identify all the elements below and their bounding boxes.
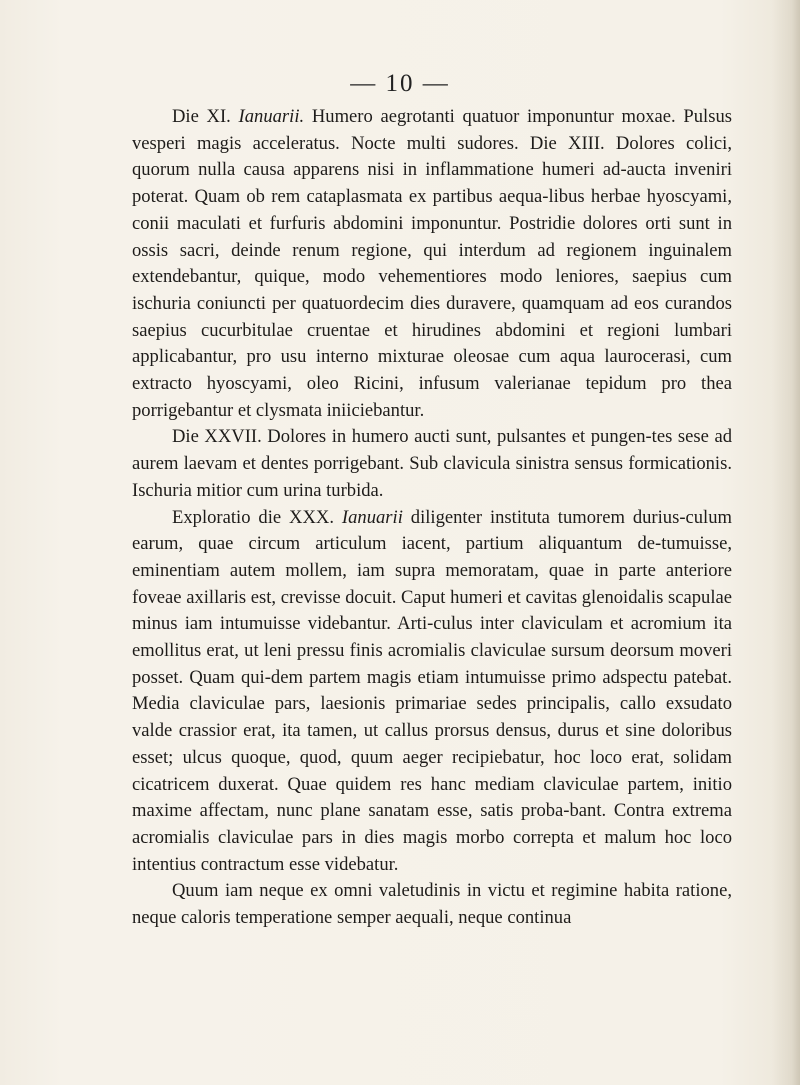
paragraph-3-italic: Ianuarii [341,506,403,528]
paragraph-4 [132,878,732,931]
paragraph-4-text: Quum iam neque ex omni valetudinis in victu et regimine habita ratione, neque caloris temperatione semper aequali, neque continua [132,880,732,929]
body-text [132,104,732,932]
paragraph-3-text: diligenter instituta tumorem durius-culum earum, quae circum articulum iacent, partium aliquantum de-tumuisse, eminentiam autem mollem, iam supra memoratam, quae in parte anteriore foveae axillaris est, crevisse docuit. Caput humeri et cavitas glenoidalis scapulae minus iam intumuisse videbantur. Arti-culus inter claviculam et acromium ita emollitus erat, ut leni pressu finis acromialis claviculae sursum deorsum moveri posset. Quam qui-dem partem magis etiam intumuisse primo adspectu patebat. Media claviculae pars, laesionis primariae sedes principalis, callo exsudato valde crassior erat, ita tamen, ut callus prorsus densus, durus et sine doloribus esset; ulcus quoque, quod, quum aeger recipiebatur, hoc loco erat, solidam cicatricem duxerat. Quae quidem res hanc mediam claviculae partem, initio maxime affectam, nunc plane sanatam esse, satis proba-bant. Contra extrema acromialis claviculae pars in dies magis morbo correpta et malum hoc loco intentius contractum esse videbatur. [132,506,732,875]
paragraph-1-italic: Ianuarii. [238,106,305,127]
page-edge-shadow [772,0,800,1085]
paragraph-1 [132,104,732,424]
paragraph-3-prefix: Exploratio die XXX. [172,506,342,528]
page-number: — 10 — [350,70,450,97]
paragraph-2-text: Die XXVII. Dolores in humero aucti sunt, pulsantes et pungen-tes sese ad aurem laevam et dentes porrigebant. Sub clavicula sinistra sensus formicationis. Ischuria mitior cum urina turbida. [132,426,732,501]
paragraph-2 [132,424,732,504]
paragraph-3 [132,505,732,879]
paragraph-1-prefix: Die XI. [172,106,239,127]
paragraph-1-text: Humero aegrotanti quatuor imponuntur moxae. Pulsus vesperi magis acceleratus. Nocte multi sudores. Die XIII. Dolores colici, quorum nulla causa apparens nisi in inflammatione humeri ad-aucta inveniri poterat. Quam ob rem cataplasmata ex partibus aequa-libus herbae hyoscyami, conii maculati et furfuris abdomini imponuntur. Postridie dolores orti sunt in ossis sacri, deinde renum regione, qui interdum ad regionem inguinalem extendebantur, quique, modo vehementiores modo leniores, saepius cum ischuria coniuncti per quatuordecim dies duravere, quamquam ad eos curandos saepius cucurbitulae cruentae et hirudines abdomini et regioni lumbari applicabantur, pro usu interno mixturae oleosae cum aqua laurocerasi, cum extracto hyoscyami, oleo Ricini, infusum valerianae tepidum pro thea porrigebantur et clysmata iniiciebantur. [132,106,732,421]
